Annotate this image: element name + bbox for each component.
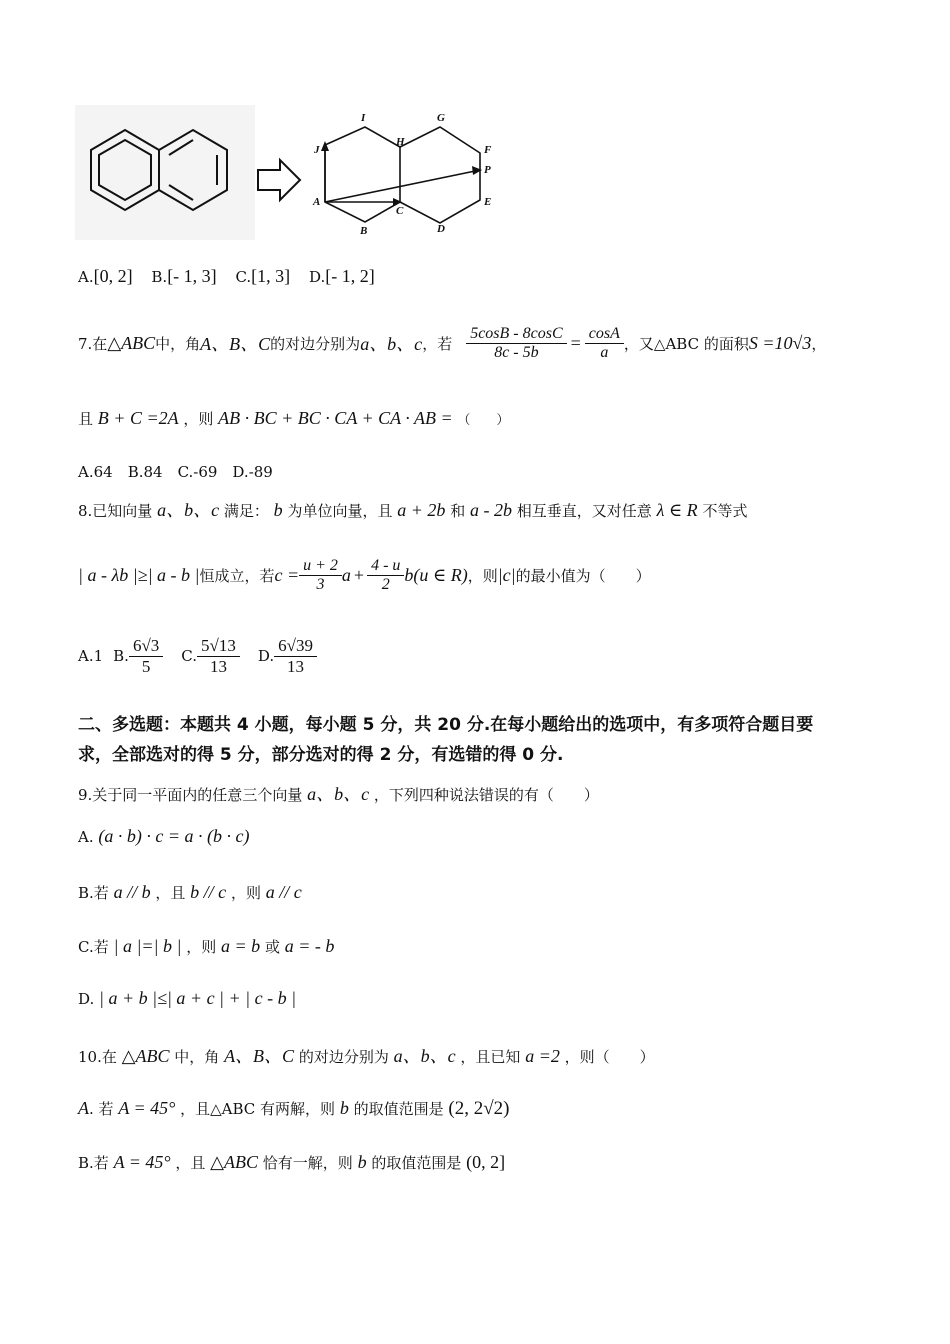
q7-text: 中，角 (155, 334, 201, 353)
option-a-label: A. (78, 268, 94, 286)
q10-text: 10.在 (78, 1048, 117, 1066)
option-a-value: [0, 2] (93, 266, 133, 286)
q8-vec2: a - 2b (469, 500, 512, 520)
q7-angles: A、B、C (200, 334, 271, 354)
q9-b-expr3: a // c (265, 882, 302, 902)
q8-fraction-1: $\frac{u + 2}{3}$ (299, 557, 342, 594)
q7-fraction-2: $\frac{\cos A}{a}$ (585, 325, 624, 362)
q9-text: ，则 (186, 938, 217, 956)
label-I: I (361, 112, 366, 124)
q8-option-b-fraction: $\frac{6√3}{5}$ (129, 636, 163, 677)
q10-a-label: A (78, 1098, 89, 1118)
q8-a: a (341, 564, 351, 585)
q9-text: 或 (264, 938, 280, 956)
q9-c-expr1: | a |=| b | (113, 936, 182, 956)
q7-text: ，则 (183, 410, 214, 428)
q10-text: ，且已知 (460, 1048, 521, 1066)
q9-c-label: C.若 (78, 938, 109, 956)
option-d-value: [- 1, 2] (325, 266, 375, 286)
q10-b-triangle: △ABC (210, 1152, 259, 1172)
q7-text: 的对边分别为 (270, 334, 361, 353)
figure (75, 105, 515, 245)
q10-b-label: B.若 (78, 1154, 109, 1172)
q7-text: ，若 (422, 334, 453, 353)
q7-area: S =10√3 (748, 332, 812, 353)
q8-option-c-fraction: $\frac{5√13}{13}$ (197, 636, 240, 677)
q10-angles: A、B、C (224, 1046, 295, 1066)
q8-options (78, 630, 317, 682)
q8-plus: + (353, 564, 365, 585)
q7-line2 (78, 408, 509, 429)
q7-equals: = (570, 332, 581, 353)
q7-paren: （ ） (457, 413, 510, 428)
q10-option-a (78, 1098, 510, 1120)
arrow-right-icon (258, 160, 300, 200)
q7-comma: ， (811, 334, 827, 353)
q9-b-label: B.若 (78, 884, 109, 902)
section2-line1: 二、多选题：本题共 4 小题，每小题 5 分，共 20 分.在每小题给出的选项中，有多项符合题目要 (78, 715, 814, 735)
q9-text: ，且 (155, 884, 186, 902)
q8-text: 和 (450, 502, 466, 520)
q8-text: 为单位向量，且 (287, 502, 393, 520)
label-E: E (484, 196, 492, 208)
q7-lead: 7.在 (78, 334, 108, 353)
q8-option-d-fraction: $\frac{6√39}{13}$ (274, 636, 317, 677)
label-B: B (360, 225, 368, 237)
q7-text: 且 (78, 410, 94, 428)
q7-triangle: △ABC (107, 332, 156, 353)
option-c-value: [1, 3] (251, 266, 291, 286)
q10-text: ，则（ ） (564, 1048, 655, 1066)
q7-line1 (78, 318, 826, 368)
label-P: P (484, 164, 491, 176)
q9-d-expr: | a + b |≤| a + c | + | c - b | (99, 988, 297, 1008)
q10-a-range: (2, 2√2) (448, 1098, 510, 1119)
q7-fraction-1: $\frac{5\cos B - 8\cos C}{8c - 5b}$ (466, 325, 566, 362)
option-d-label: D. (308, 268, 326, 286)
q10-given: a =2 (525, 1046, 560, 1066)
q10-text: 的取值范围是 (353, 1100, 444, 1118)
q8-line2 (78, 550, 651, 600)
q10-text: 恰有一解，则 (262, 1154, 353, 1172)
q8-text: ，则 (467, 566, 498, 585)
q9-text: ，下列四种说法错误的有（ ） (373, 786, 599, 804)
label-F: F (484, 144, 492, 156)
label-J: J (314, 144, 320, 156)
label-C: C (396, 205, 404, 217)
option-c-label: C. (235, 268, 252, 286)
q10-sides: a、b、c (393, 1046, 456, 1066)
q7-options: A.64 B.84 C.-69 D.-89 (78, 463, 273, 481)
q8-option-a: A.1 (78, 647, 104, 665)
q8-text: 相互垂直，又对任意 (516, 502, 652, 520)
q10-a-b: b (339, 1098, 349, 1118)
q10-text: 的取值范围是 (371, 1154, 462, 1172)
q7-condition: B + C =2A (97, 408, 179, 428)
label-G: G (437, 112, 445, 124)
q8-option-d-label: D. (257, 647, 275, 665)
section2-line2: 求，全部选对的得 5 分，部分选对的得 2 分，有选错的得 0 分. (78, 745, 564, 765)
q9-c-expr2: a = b (221, 936, 261, 956)
label-H: H (396, 136, 405, 148)
q10-option-b (78, 1152, 505, 1173)
q8-fraction-2: $\frac{4 - u}{2}$ (367, 557, 404, 594)
q7-text: ，又△ABC 的面积 (623, 334, 749, 353)
q9-a-expr: (a · b) · c = a · (b · c) (98, 826, 250, 846)
q9-option-d (78, 988, 296, 1009)
q8-vectors: a、b、c (157, 500, 220, 520)
q9-c-expr3: a = - b (284, 936, 335, 956)
option-b-value: [- 1, 3] (167, 266, 217, 286)
q6-options (78, 266, 375, 287)
q8-c-def: c = (274, 564, 300, 585)
q8-b: b (273, 500, 283, 520)
q8-text: 恒成立，若 (199, 566, 275, 585)
q9-vectors: a、b、c (307, 784, 370, 804)
q8-text: 不等式 (702, 502, 748, 520)
q10-b-b: b (357, 1152, 367, 1172)
q8-line1 (78, 496, 747, 522)
q8-text: 的最小值为（ ） (515, 566, 651, 585)
q10-a-expr: A = 45° (118, 1098, 176, 1118)
q10-text: 的对边分别为 (298, 1048, 389, 1066)
q9-d-label: D. (78, 990, 95, 1008)
q9-text: 9.关于同一平面内的任意三个向量 (78, 786, 303, 804)
q8-option-c-label: C. (181, 647, 198, 665)
label-D: D (437, 223, 445, 235)
q9-text: ，则 (230, 884, 261, 902)
q10-stem (78, 1042, 655, 1068)
option-b-label: B. (151, 268, 168, 286)
q8-abs-c: |c| (497, 564, 516, 585)
q9-stem (78, 780, 599, 806)
q8-vec1: a + 2b (397, 500, 446, 520)
q9-b-expr2: b // c (190, 882, 227, 902)
q10-text: 中，角 (174, 1048, 220, 1066)
q8-inequality: | a - λb |≥| a - b | (78, 564, 200, 585)
q7-sides: a、b、c (360, 334, 423, 354)
naphthalene-figure (75, 105, 515, 245)
q8-option-b-label: B. (113, 647, 129, 665)
q10-b-range: (0, 2] (466, 1152, 506, 1172)
q9-option-c (78, 936, 334, 957)
q10-text: ，且△ABC 有两解，则 (180, 1100, 336, 1118)
q9-option-b (78, 882, 302, 903)
q7-expression: AB · BC + BC · CA + CA · AB = (218, 408, 453, 428)
q10-text: ，且 (175, 1154, 206, 1172)
q9-option-a (78, 826, 250, 847)
q10-triangle: △ABC (121, 1046, 170, 1066)
q8-text: 满足： (223, 502, 269, 520)
q8-b2: b (404, 564, 414, 585)
q8-domain: (u ∈ R) (413, 564, 468, 585)
q10-b-expr: A = 45° (113, 1152, 171, 1172)
q10-a-dot: . 若 (89, 1100, 114, 1118)
q9-b-expr1: a // b (113, 882, 151, 902)
q8-text: 8.已知向量 (78, 502, 153, 520)
q8-lambda: λ ∈ R (656, 500, 698, 520)
q9-a-label: A. (78, 828, 94, 846)
label-A: A (313, 196, 321, 208)
